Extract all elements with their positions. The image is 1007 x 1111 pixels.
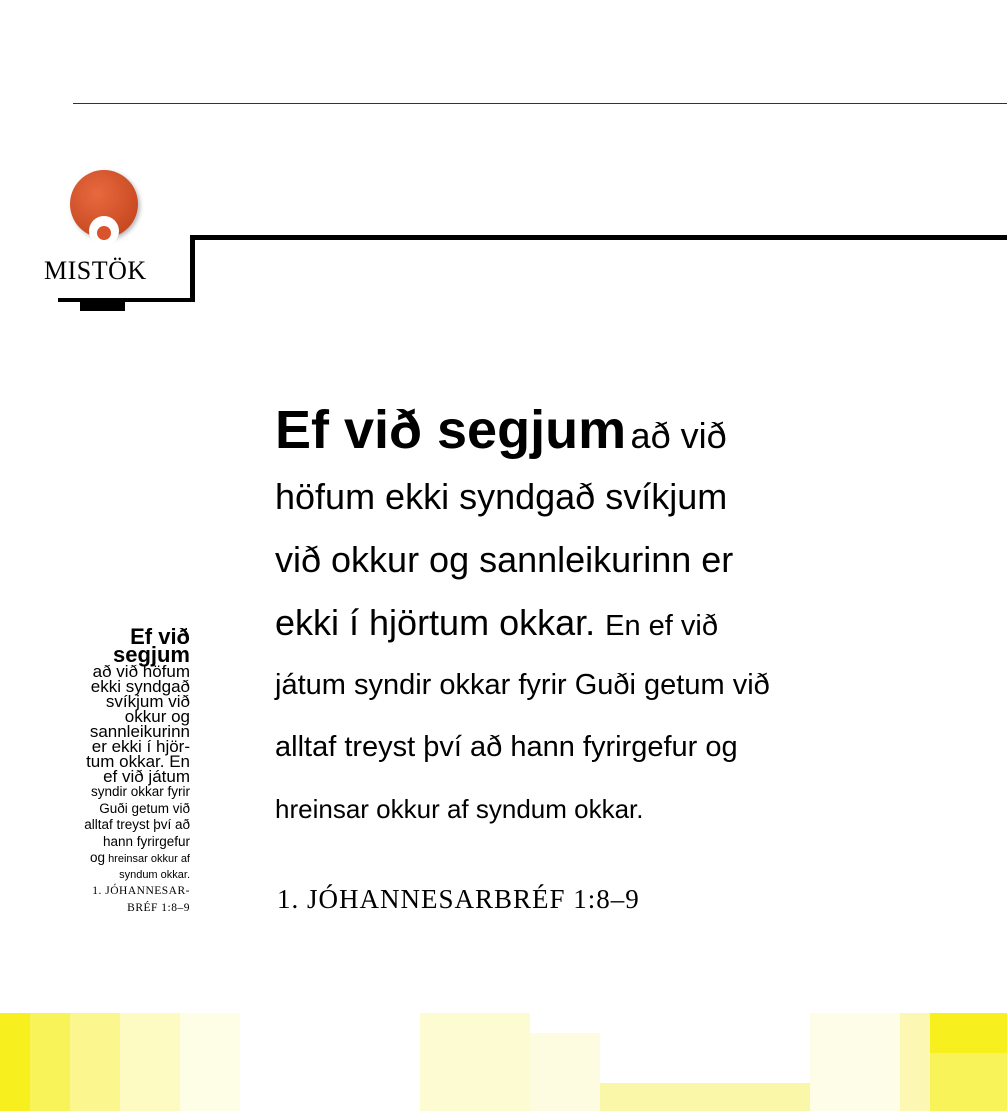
verse-line [275, 591, 895, 654]
footer-block [30, 1013, 70, 1111]
thumbnail-line: tum okkar. En [86, 752, 190, 771]
footer-block [930, 1013, 1007, 1053]
verse-line: við okkur og sannleikurinn er [275, 539, 734, 580]
verse-line: hreinsar okkur af syndum okkar. [275, 794, 644, 824]
frame-top-border [190, 235, 1007, 240]
footer-block [600, 1083, 810, 1111]
verse-fragment: að við [630, 415, 727, 456]
footer-block [900, 1013, 930, 1111]
footer-block [810, 1013, 900, 1111]
thumbnail-line: syndum okkar. [119, 869, 190, 881]
thumbnail-line: Ef við [130, 624, 190, 649]
thumbnail-line [40, 850, 190, 867]
section-logo-icon [62, 168, 146, 248]
thumbnail-line: Guði getum við [99, 800, 190, 816]
thumbnail-line: alltaf treyst því að [84, 817, 190, 832]
thumbnail-word: hreinsar okkur af [108, 853, 190, 865]
thumbnail-word: og [89, 850, 105, 865]
frame-bottom-border [58, 298, 195, 302]
thumbnail-line: syndir okkar fyrir [90, 784, 190, 799]
thumbnail-line: svíkjum við [105, 692, 190, 711]
thumbnail-reference: 1. JÓHANNESAR- [92, 885, 190, 897]
footer-block [70, 1013, 120, 1111]
verse-fragment: ekki í hjörtum okkar. [275, 602, 596, 643]
footer-block [530, 1033, 600, 1111]
thumbnail-line: segjum [112, 642, 190, 667]
thumbnail-line: okkur og [124, 707, 190, 726]
verse-lead: Ef við segjum [275, 400, 627, 460]
thumbnail-line: að við höfum [92, 662, 190, 681]
footer-block [180, 1013, 240, 1111]
verse-text [275, 395, 895, 840]
verse-line: alltaf treyst því að hann fyrirgefur og [275, 731, 738, 763]
verse-line [275, 395, 895, 465]
verse-thumbnail [40, 624, 190, 917]
verse-line: höfum ekki syndgað svíkjum [275, 476, 728, 517]
frame-left-border [190, 235, 195, 302]
section-label: MISTÖK [44, 256, 147, 285]
thumbnail-line: ekki syndgað [90, 677, 190, 696]
verse-line: játum syndir okkar fyrir Guði getum við [275, 669, 770, 701]
frame-tab [80, 300, 125, 311]
verse-fragment: En ef við [605, 610, 718, 642]
thumbnail-reference: BRÉF 1:8–9 [127, 902, 190, 914]
top-rule [73, 103, 1007, 104]
thumbnail-line: er ekki í hjör- [91, 737, 190, 756]
verse-reference: 1. JÓHANNESARBRÉF 1:8–9 [277, 884, 640, 914]
thumbnail-line: hann fyrirgefur [102, 833, 190, 849]
footer-decoration [0, 1013, 1007, 1111]
thumbnail-line: ef við játum [103, 767, 190, 786]
footer-block [420, 1013, 530, 1111]
footer-block [930, 1053, 1007, 1111]
footer-block [0, 1013, 30, 1111]
footer-block [120, 1013, 180, 1111]
thumbnail-line: sannleikurinn [89, 722, 190, 741]
